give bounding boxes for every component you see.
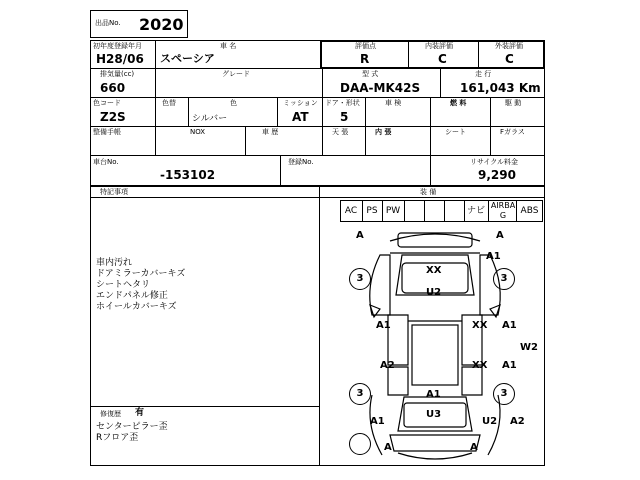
equip-pw: PW (385, 206, 401, 216)
displacement-label: 排気量(cc) (100, 70, 135, 78)
code-roof-front: U2 (426, 287, 442, 298)
code-rear-left: A1 (370, 416, 385, 427)
model-code: DAA-MK42S (340, 81, 421, 95)
transmission: AT (292, 110, 309, 124)
fglass-label: Fガラス (500, 128, 525, 136)
interior-label: 内装評価 (425, 42, 453, 50)
car-name: スペーシア (160, 52, 215, 65)
wheel-rear-right: 3 (493, 383, 515, 405)
note-line: ドアミラーカバーキズ (96, 269, 186, 279)
wheel-front-left: 3 (349, 268, 371, 290)
nox-label: NOX (190, 128, 206, 136)
wheel-front-right: 3 (493, 268, 515, 290)
code-right-front-door: XX (472, 320, 488, 331)
inspection-label: 車 検 (385, 99, 402, 107)
equipment-label: 装 備 (420, 188, 437, 196)
exterior-score: C (505, 52, 514, 66)
note-line: ホイールカバーキズ (96, 302, 177, 312)
recycle-label: リサイクル料金 (470, 158, 519, 166)
color-label: 色 (230, 99, 237, 107)
note-line: シートヘタリ (96, 280, 151, 290)
note-line: 車内汚れ (96, 258, 133, 268)
code-rear-right-a2: A2 (510, 416, 525, 427)
car-diagram (330, 225, 540, 463)
history-label: 車 歴 (262, 128, 279, 136)
score: R (360, 52, 370, 66)
note-line: エンドパネル修正 (96, 291, 168, 301)
color-code: Z2S (100, 110, 126, 124)
registration-label: 登録No. (288, 158, 314, 166)
seat-label: シート (445, 128, 466, 136)
ceiling-label: 天 張 (332, 128, 349, 136)
chassis-label: 車台No. (93, 158, 119, 166)
code-hood: XX (426, 265, 442, 276)
lot-number-label: 出品No. (95, 19, 121, 27)
mileage-label: 走 行 (475, 70, 492, 78)
mileage: 161,043 Km (460, 81, 541, 95)
lining-label: 内 張 (375, 128, 392, 136)
code-rear-roof: A1 (426, 389, 441, 400)
door-label: ドア・形状 (325, 99, 360, 107)
code-front-right: A (496, 230, 504, 241)
code-rear-hatch: U3 (426, 409, 442, 420)
repair-value: 有 (135, 408, 145, 418)
color: シルバー (192, 114, 228, 124)
drive-label: 駆 動 (505, 99, 522, 107)
spare-tire (349, 433, 371, 455)
lot-number: 2020 (139, 15, 184, 34)
equip-ac: AC (344, 206, 358, 216)
code-right-rear-door: XX (472, 360, 488, 371)
wheel-rear-left: 3 (349, 383, 371, 405)
code-bottom-left: A (384, 442, 392, 453)
code-left-front-door: A1 (376, 320, 391, 331)
color-change-label: 色替 (162, 99, 176, 107)
doors: 5 (340, 110, 349, 124)
service-book-label: 整備手帳 (93, 128, 121, 136)
repair-line: センターピラー歪 (96, 422, 168, 432)
model-code-label: 型 式 (362, 70, 379, 78)
grade-label: グレード (222, 70, 250, 78)
reg-date: H28/06 (96, 52, 144, 66)
interior-score: C (438, 52, 447, 66)
recycle-fee: 9,290 (478, 168, 516, 182)
equip-abs: ABS (520, 206, 539, 216)
color-code-label: 色コード (93, 99, 121, 107)
notes-label: 特記事項 (100, 188, 128, 196)
code-rear-right-u2: U2 (482, 416, 498, 427)
equip-ps: PS (366, 206, 378, 216)
car-name-label: 車 名 (220, 42, 237, 50)
code-right-front-pillar: A1 (502, 320, 517, 331)
lot-number-box (90, 10, 188, 38)
displacement: 660 (100, 81, 126, 95)
code-right-rear-pillar: A1 (502, 360, 517, 371)
code-bottom-right: A (470, 442, 478, 453)
code-right-side: W2 (520, 342, 538, 353)
code-left-rear-door: A2 (380, 360, 395, 371)
equip-navi: ナビ (466, 206, 485, 216)
repair-line: Rフロア歪 (96, 433, 139, 443)
code-a1-top-right: A1 (486, 251, 501, 262)
fuel-label: 燃 料 (450, 99, 467, 107)
equip-airbag: AIRBAG (490, 201, 516, 220)
score-label: 評価点 (355, 42, 376, 50)
reg-date-label: 初年度登録年月 (93, 42, 142, 50)
repair-label: 修復歴 (100, 410, 121, 418)
code-front-left: A (356, 230, 364, 241)
transmission-label: ミッション (283, 99, 318, 107)
exterior-label: 外装評価 (495, 42, 523, 50)
chassis-number: -153102 (160, 168, 216, 182)
